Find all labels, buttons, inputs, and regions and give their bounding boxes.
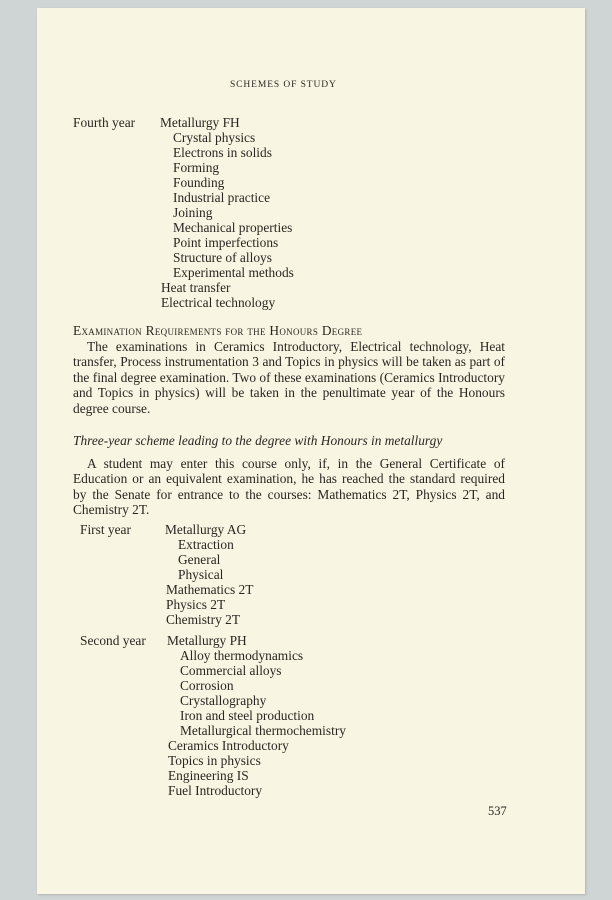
fourth-year-subitem: Point imperfections: [173, 235, 279, 250]
second-year-other-course: Topics in physics: [168, 753, 261, 768]
running-head: SCHEMES OF STUDY: [230, 80, 337, 90]
second-year-other-course: Ceramics Introductory: [168, 738, 289, 753]
three-year-scheme-paragraph: A student may enter this course only, if, in the General Certificate of Education or an equivalent examination, he has reached the standard required by the Senate for entrance to the courses: Mathematics 2T, Physics 2T, and Chemistry 2T.: [73, 456, 505, 518]
fourth-year-subitem: Forming: [173, 160, 220, 175]
first-year-other-course: Mathematics 2T: [166, 582, 254, 597]
first-year-other-course: Chemistry 2T: [166, 612, 241, 627]
second-year-subitem: Corrosion: [180, 678, 234, 693]
second-year-label: Second year: [80, 633, 146, 648]
second-year-subitem: Commercial alloys: [180, 663, 282, 678]
second-year-other-course: Engineering IS: [168, 768, 249, 783]
fourth-year-subitem: Industrial practice: [173, 190, 271, 205]
first-year-label: First year: [80, 522, 131, 537]
exam-requirements-heading: Examination Requirements for the Honours Degree: [73, 323, 363, 338]
first-year-subitem: Extraction: [178, 537, 234, 552]
first-year-subitem: Physical: [178, 567, 224, 582]
fourth-year-subitem: Experimental methods: [173, 265, 294, 280]
fourth-year-main-course: Metallurgy FH: [160, 115, 240, 130]
book-page: [37, 8, 585, 894]
second-year-subitem: Iron and steel production: [180, 708, 315, 723]
fourth-year-subitem: Electrons in solids: [173, 145, 272, 160]
second-year-subitem: Metallurgical thermochemistry: [180, 723, 346, 738]
fourth-year-subitem: Joining: [173, 205, 213, 220]
fourth-year-subitem: Structure of alloys: [173, 250, 272, 265]
second-year-subitem: Crystallography: [180, 693, 267, 708]
first-year-main-course: Metallurgy AG: [165, 522, 247, 537]
fourth-year-subitem: Founding: [173, 175, 225, 190]
fourth-year-other-course: Electrical technology: [161, 295, 276, 310]
exam-requirements-paragraph: The examinations in Ceramics Introductory, Electrical technology, Heat transfer, Process instrumentation 3 and Topics in physics will be taken as part of the final degree examination. Two of these examinations (Ceramics Introductory and Topics in physics) will be taken in the penultimate year of the Honours degree course.: [73, 339, 505, 416]
second-year-other-course: Fuel Introductory: [168, 783, 263, 798]
first-year-other-course: Physics 2T: [166, 597, 226, 612]
fourth-year-subitem: Crystal physics: [173, 130, 256, 145]
three-year-scheme-heading: Three-year scheme leading to the degree with Honours in metallurgy: [73, 433, 443, 448]
second-year-subitem: Alloy thermodynamics: [180, 648, 304, 663]
second-year-main-course: Metallurgy PH: [167, 633, 247, 648]
page-number: 537: [488, 804, 507, 818]
first-year-subitem: General: [178, 552, 221, 567]
fourth-year-subitem: Mechanical properties: [173, 220, 293, 235]
fourth-year-other-course: Heat transfer: [161, 280, 231, 295]
fourth-year-label: Fourth year: [73, 115, 136, 130]
